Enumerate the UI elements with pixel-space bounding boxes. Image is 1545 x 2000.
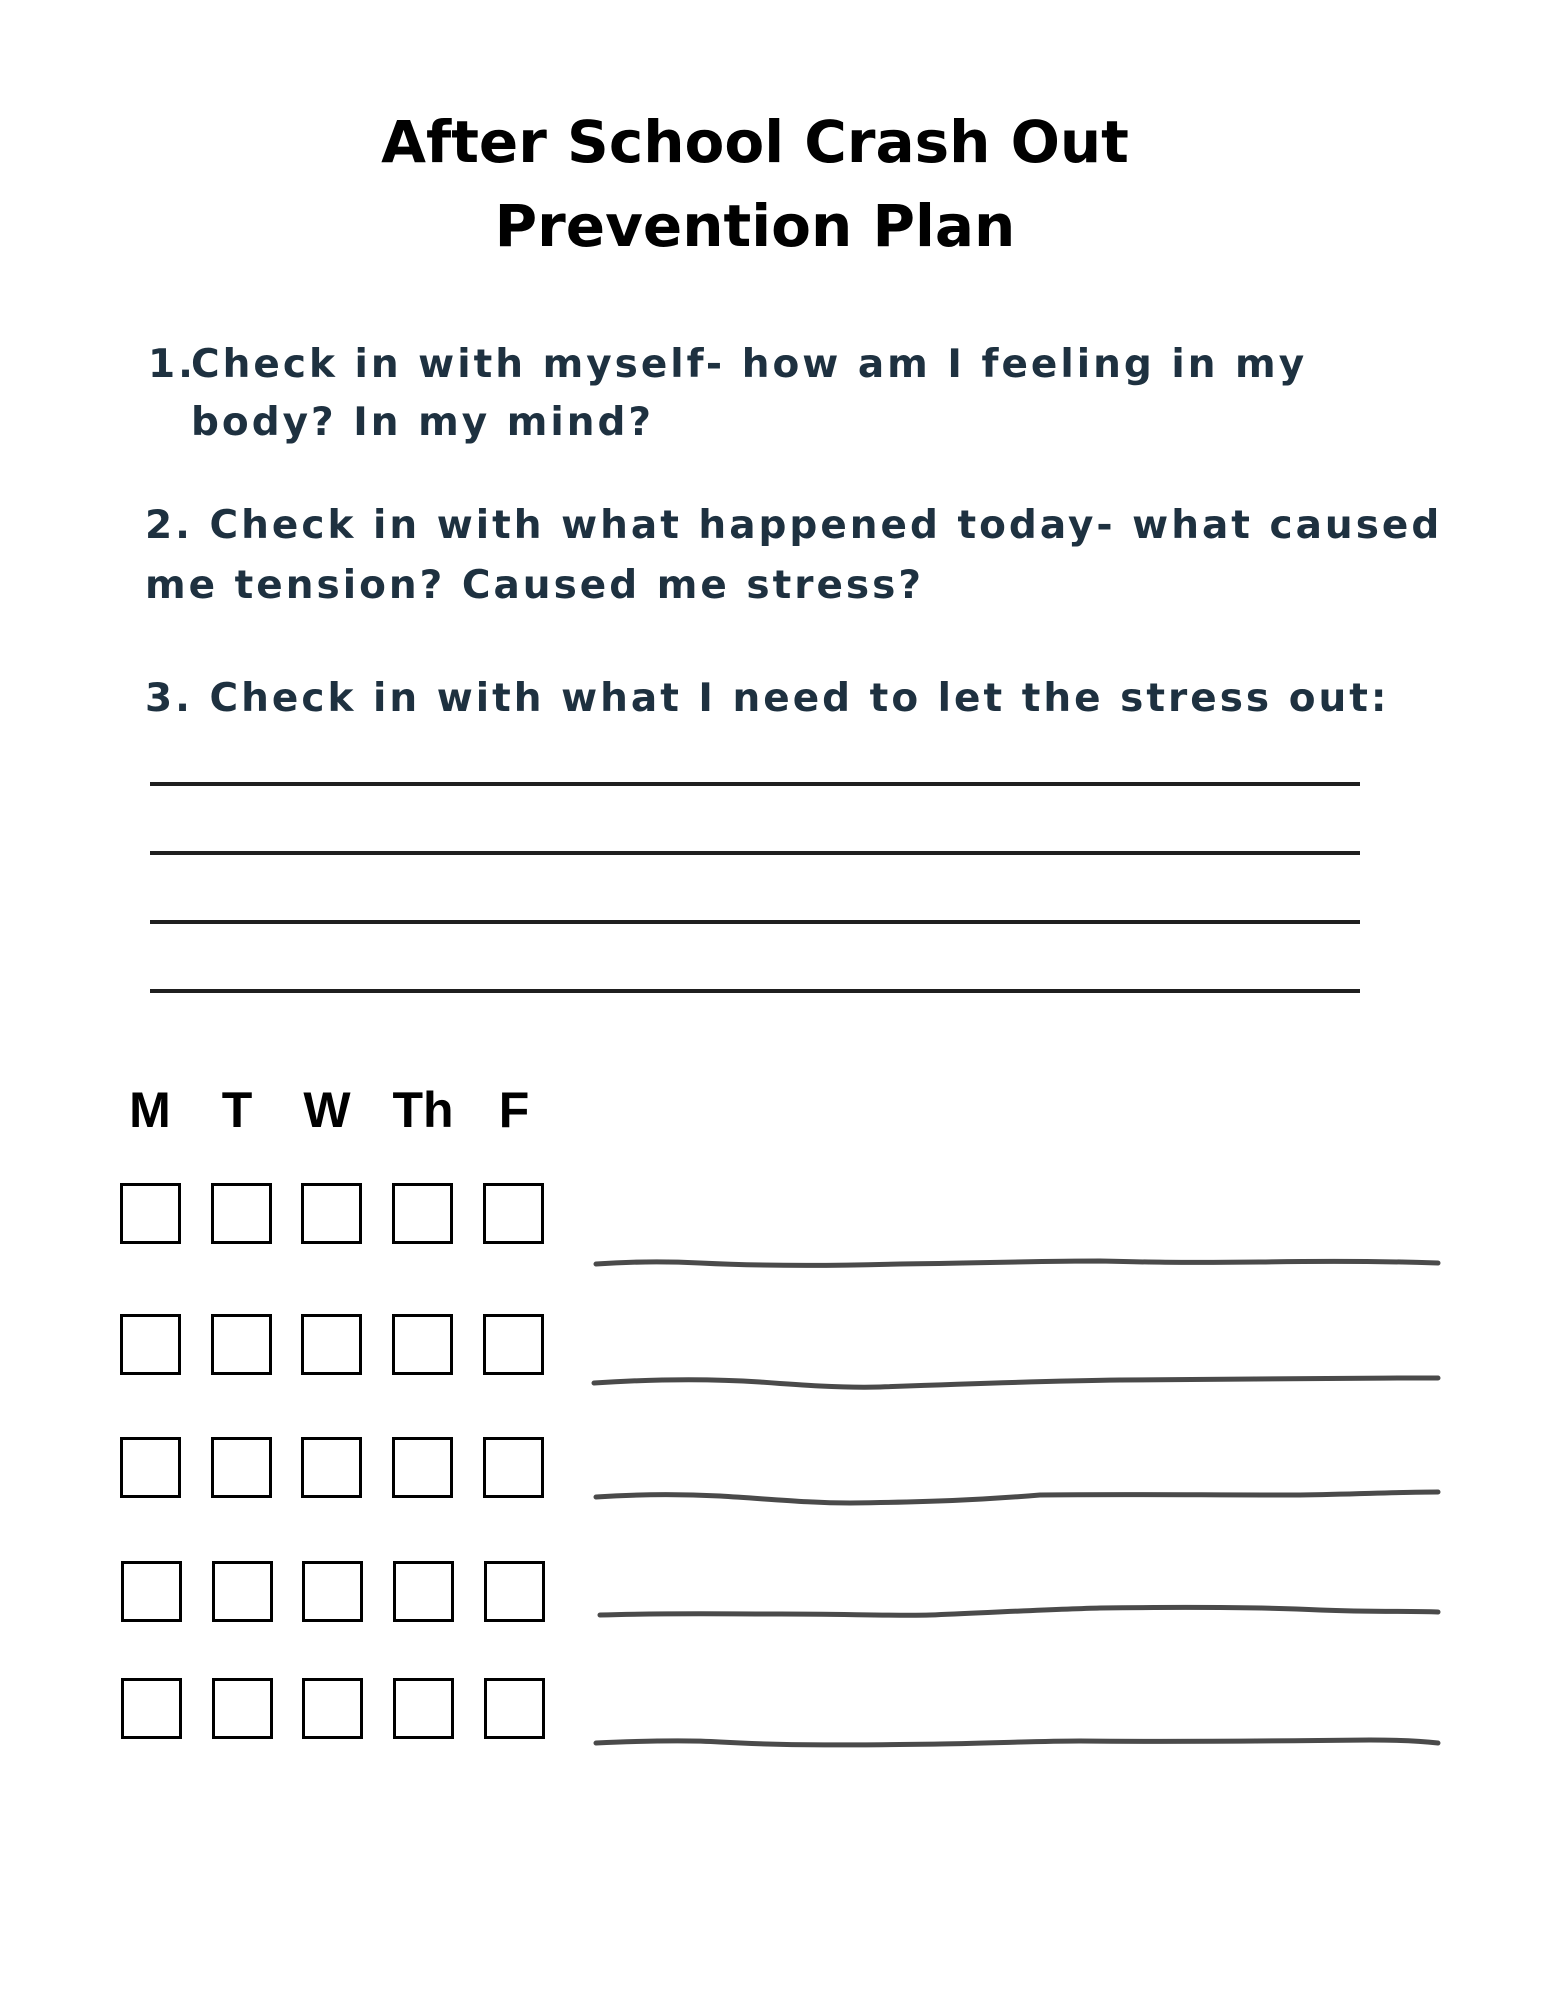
hand-line-2[interactable]: [594, 1378, 1438, 1387]
day-label-thursday: Th: [392, 1082, 454, 1138]
hand-line-3[interactable]: [596, 1492, 1438, 1503]
step-2-line-2: me tension? Caused me stress?: [145, 563, 924, 608]
step-1-line-1: Check in with myself- how am I feeling in my: [191, 342, 1308, 387]
step-2-line-1: 2. Check in with what happened today- what caused: [145, 503, 1443, 548]
day-label-tuesday: T: [221, 1082, 253, 1138]
title-line-1: After School Crash Out: [381, 108, 1129, 176]
hand-line-5[interactable]: [596, 1740, 1438, 1745]
hand-line-4[interactable]: [600, 1607, 1438, 1615]
step-3-text: 3. Check in with what I need to let the stress out:: [145, 676, 1390, 721]
day-label-monday: M: [129, 1082, 171, 1138]
title-line-2: Prevention Plan: [494, 192, 1016, 260]
step-1-line-2: body? In my mind?: [191, 400, 655, 445]
hand-line-1[interactable]: [596, 1261, 1438, 1265]
day-label-friday: F: [498, 1082, 530, 1138]
day-label-wednesday: W: [303, 1082, 351, 1138]
step-1-number: 1.: [148, 342, 196, 387]
